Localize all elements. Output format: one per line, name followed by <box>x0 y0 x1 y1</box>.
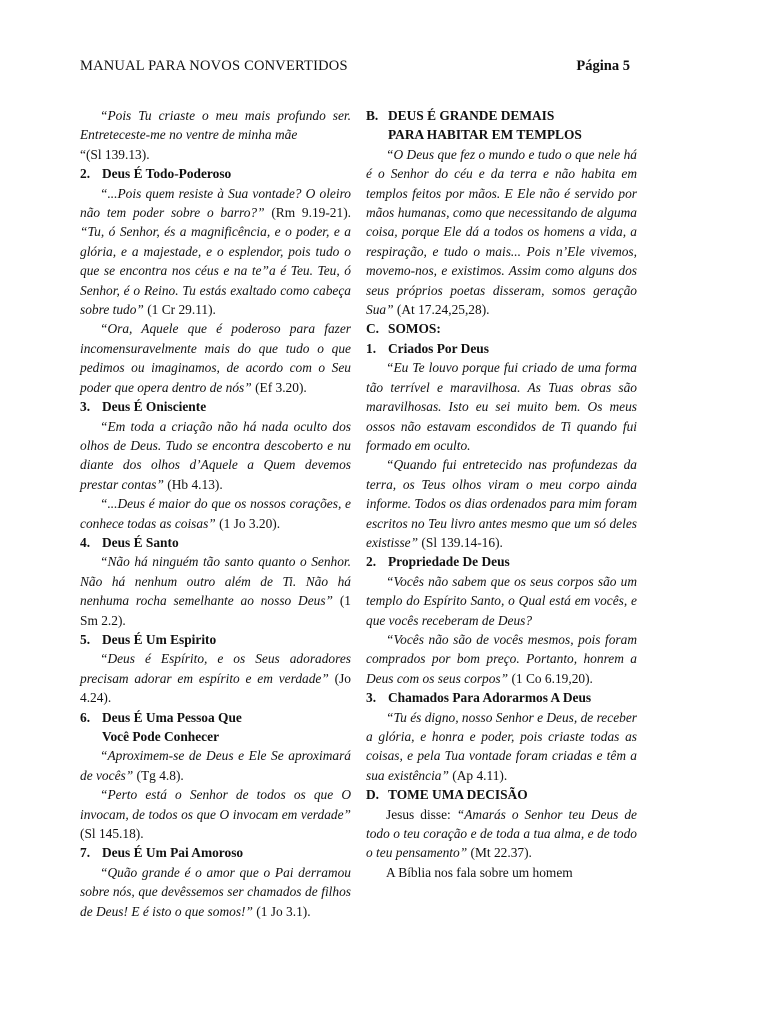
section-heading: C. SOMOS: <box>366 321 441 337</box>
paragraph: “Quão grande é o amor que o Pai derramou sobre nós, que devêssemos ser chamados de filhos de Deus! E é isto o que somos!” (1 Jo 3.1). <box>80 864 351 919</box>
paragraph: “Tu és digno, nosso Senhor e Deus, de receber a glória, e honra e poder, pois criaste todas as coisas, e pela Tua vontade foram criadas e têm a sua existência” (Ap 4.11). <box>366 709 637 783</box>
paragraph: “Aproximem-se de Deus e Ele Se aproximará de vocês” (Tg 4.8). <box>80 748 351 783</box>
section-heading: 6. Deus É Uma Pessoa Que <box>80 709 242 725</box>
manual-title: MANUAL PARA NOVOS CONVERTIDOS <box>80 58 348 74</box>
section-heading: 2. Propriedade De Deus <box>366 554 510 570</box>
paragraph: “Eu Te louvo porque fui criado de uma forma tão terrível e maravilhosa. As Tuas obras são maravilhosas. Isto eu sei muito bem. Os meus ossos não estavam escondidos de Ti quando fui formado em oculto. <box>366 360 637 453</box>
page-number: Página 5 <box>576 58 630 74</box>
paragraph: “Não há ninguém tão santo quanto o Senhor. Não há nenhum outro além de Ti. Não há nenhuma rocha semelhante ao nosso Deus” (1 Sm 2.2). <box>80 554 351 628</box>
paragraph: “Em toda a criação não há nada oculto dos olhos de Deus. Tudo se encontra descoberto e nu diante dos olhos d’Aquele a Quem devemos prestar contas” (Hb 4.13). <box>80 418 351 492</box>
section-heading: 1. Criados Por Deus <box>366 340 489 356</box>
paragraph: “Quando fui entretecido nas profundezas da terra, os Teus olhos viram o meu corpo ainda informe. Todos os dias ordenados para mim foram escritos no Teu livro antes mesmo que um só deles existisse” (Sl 139.14-16). <box>366 457 637 550</box>
section-heading: B. DEUS É GRANDE DEMAIS <box>366 108 555 123</box>
paragraph: “Vocês não são de vocês mesmos, pois foram comprados por bom preço. Portanto, honrem a Deus com os seus corpos” (1 Co 6.19,20). <box>366 631 637 686</box>
paragraph: “...Deus é maior do que os nossos corações, e conhece todas as coisas” (1 Jo 3.20). <box>80 496 351 531</box>
section-heading: 5. Deus É Um Espirito <box>80 631 217 647</box>
paragraph: “...Pois quem resiste à Sua vontade? O oleiro não tem poder sobre o barro?” (Rm 9.19-21). “Tu, ó Senhor, és a magnificência, e o poder, e a glória, e a majestade, e o esplendor, pois tudo o que se encontra nos céus e na te”a é Teu. Teu, ó Senhor, é o Reino. Tu estás exaltado como cabeça sobre tudo” (1 Cr 29.11). <box>80 185 351 318</box>
section-heading: D. TOME UMA DECISÃO <box>366 787 528 803</box>
page-header <box>80 58 630 80</box>
paragraph: “Ora, Aquele que é poderoso para fazer incomensuravelmente mais do que tudo o que pedimos ou imaginamos, de acordo com o Seu poder que opera dentro de nós” (Ef 3.20). <box>80 321 351 395</box>
paragraph: “Perto está o Senhor de todos os que O invocam, de todos os que O invocam em verdade” (Sl 145.18). <box>80 787 351 842</box>
paragraph: “Pois Tu criaste o meu mais profundo ser. Entreteceste-me no ventre de minha mãe “(Sl 139.13). <box>80 108 351 162</box>
paragraph: “Deus é Espírito, e os Seus adoradores precisam adorar em espírito e em verdade” (Jo 4.24). <box>80 651 351 706</box>
section-heading: 2. Deus É Todo-Poderoso <box>80 166 232 182</box>
left-column <box>80 106 351 921</box>
section-heading: 7. Deus É Um Pai Amoroso <box>80 845 244 861</box>
section-heading-continued: Você Pode Conhecer <box>102 729 220 744</box>
section-heading: 3. Chamados Para Adorarmos A Deus <box>366 690 592 706</box>
section-heading: 3. Deus É Onisciente <box>80 399 207 415</box>
paragraph: “O Deus que fez o mundo e tudo o que nele há é o Senhor do céu e da terra e não habita em templos feitos por mãos. E Ele não é servido por mãos humanas, como que necessitando de alguma coisa, porque Ele dá a todos os homens a vida, a respiração, e tudo o mais... Pois n’Ele vivemos, movemo-nos, e existimos. Assim como alguns dos seus próprios poetas disseram, somos geração Sua” (At 17.24,25,28). <box>366 146 637 318</box>
paragraph: Jesus disse: “Amarás o Senhor teu Deus de todo o teu coração e de toda a tua alma, e de todo o teu pensamento” (Mt 22.37). <box>366 806 637 861</box>
paragraph: A Bíblia nos fala sobre um homem <box>386 864 573 880</box>
paragraph: “Vocês não sabem que os seus corpos são um templo do Espírito Santo, o Qual está em vocês, e que vocês receberam de Deus? <box>366 573 637 628</box>
section-heading: 4. Deus É Santo <box>80 534 179 550</box>
right-column <box>366 106 637 882</box>
section-heading-continued: PARA HABITAR EM TEMPLOS <box>388 127 582 143</box>
